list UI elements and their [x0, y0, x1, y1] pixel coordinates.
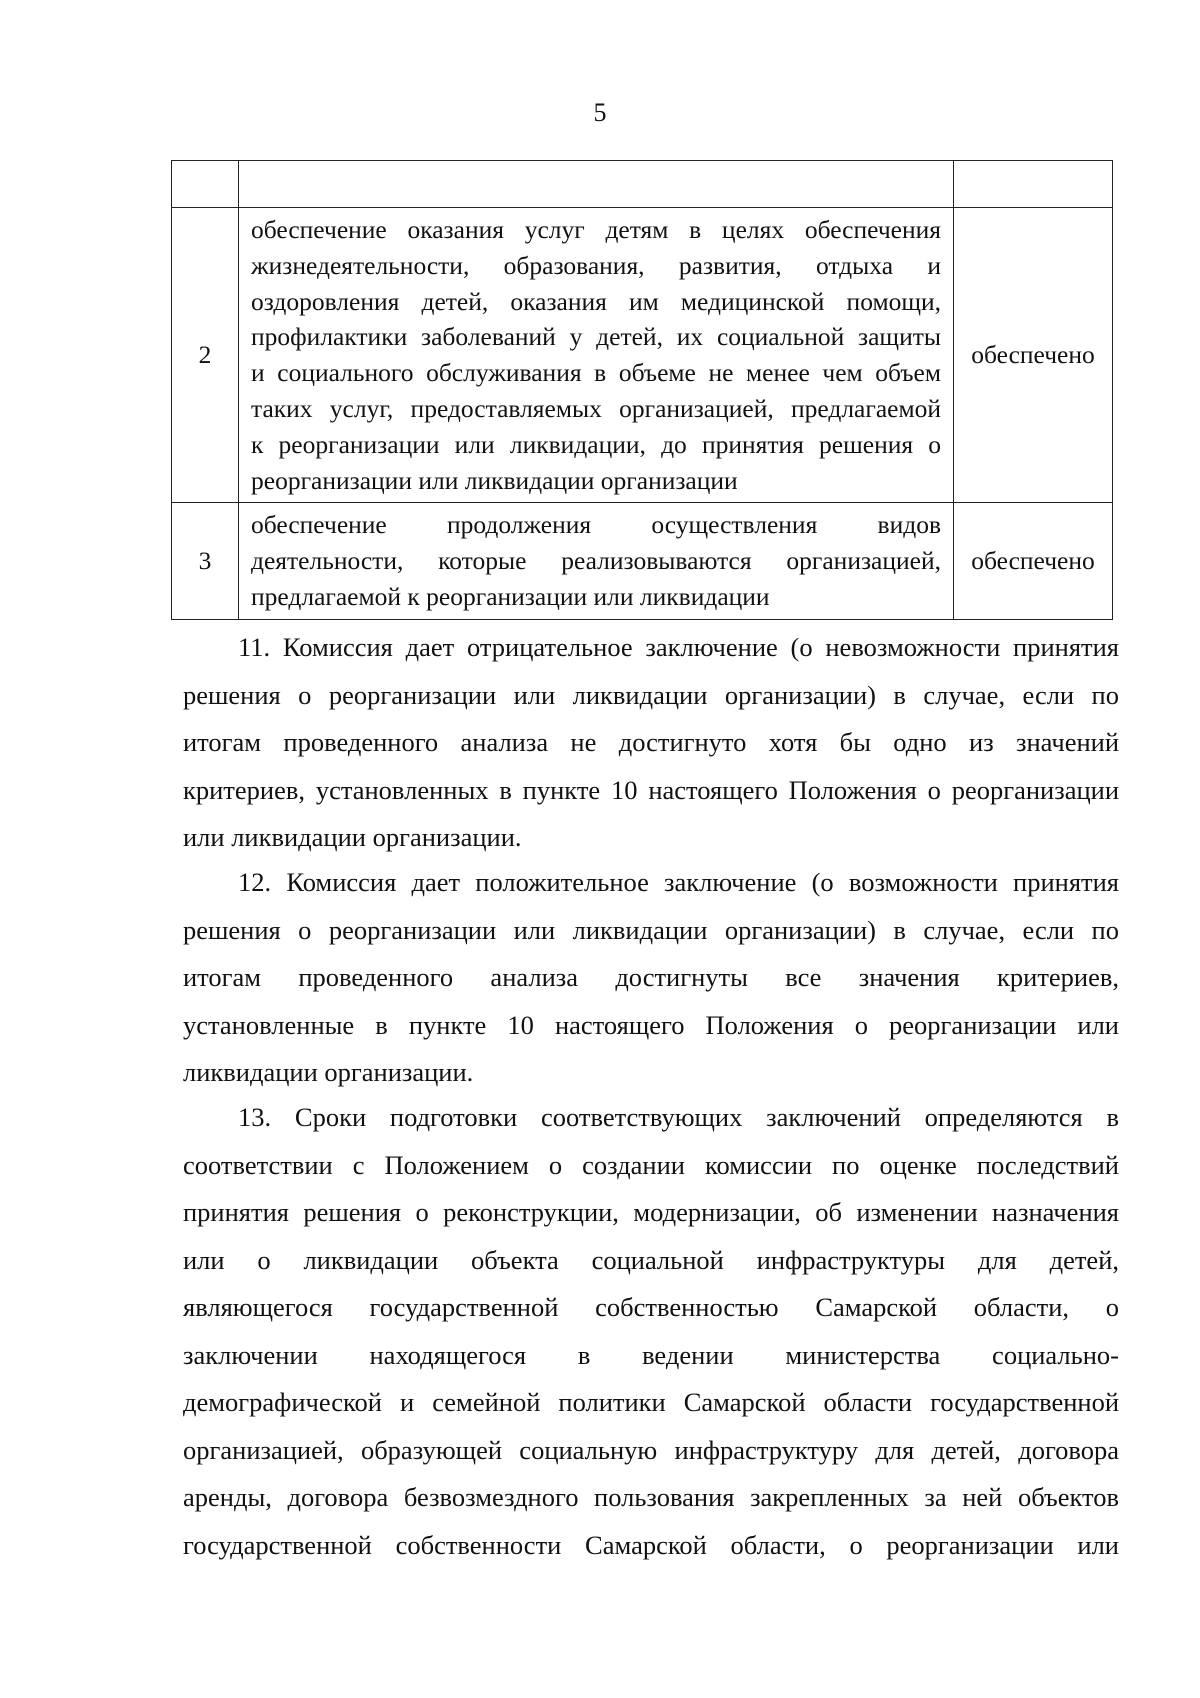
paragraph-line: решения о реорганизации или ликвидации организации) в случае, если по [183, 679, 1119, 710]
criteria-table [171, 160, 1113, 620]
paragraph-line: итогам проведенного анализа достигнуты все значения критериев, [183, 962, 1119, 992]
page-number: 5 [593, 98, 607, 127]
paragraph-line: критериев, установленных в пункте 10 настоящего Положения о реорганизации [183, 774, 1119, 805]
paragraph-line: организацией, образующей социальную инфраструктуру для детей, договора [183, 1434, 1119, 1465]
criterion-line: профилактики заболеваний у детей, их социальной защиты [251, 322, 941, 352]
paragraph-line: являющегося государственной собственностью Самарской области, о [183, 1292, 1119, 1322]
paragraph-line: 11. Комиссия дает отрицательное заключение (о невозможности принятия [238, 632, 1119, 662]
row-number: 3 [172, 503, 239, 619]
criterion-line: и социального обслуживания в объеме не менее чем объем [251, 358, 941, 388]
paragraph-line: итогам проведенного анализа не достигнуто хотя бы одно из значений [183, 727, 1119, 757]
criterion-line: к реорганизации или ликвидации, до принятия решения о [251, 429, 941, 459]
paragraph-line: соответствии с Положением о создании комиссии по оценке последствий [183, 1149, 1119, 1180]
paragraph-line: ликвидации организации. [183, 1057, 474, 1087]
paragraph-line: или о ликвидации объекта социальной инфраструктуры для детей, [183, 1244, 1119, 1275]
criterion-line: оздоровления детей, оказания им медицинской помощи, [251, 286, 941, 316]
paragraph-line: установленные в пункте 10 настоящего Положения о реорганизации или [183, 1009, 1119, 1040]
result-cell: обеспечено [954, 503, 1113, 619]
paragraph-12 [183, 859, 1119, 1097]
paragraph-line: принятия решения о реконструкции, модернизации, об изменении назначения [183, 1197, 1119, 1227]
criterion-line: предлагаемой к реорганизации или ликвидации [251, 581, 770, 611]
criterion-line: обеспечение продолжения осуществления видов [251, 510, 941, 540]
paragraph-line: 13. Сроки подготовки соответствующих заключений определяются в [238, 1102, 1119, 1132]
header-cell-criterion [239, 161, 954, 208]
header-cell-result [954, 161, 1113, 208]
table-row [172, 503, 1113, 619]
criterion-line: жизнедеятельности, образования, развития, отдыха и [251, 250, 941, 280]
criterion-line: деятельности, которые реализовываются организацией, [251, 546, 941, 576]
row-number: 2 [172, 208, 239, 503]
paragraph-line: решения о реорганизации или ликвидации организации) в случае, если по [183, 914, 1119, 945]
criterion-cell [239, 208, 954, 503]
paragraph-13 [183, 1094, 1119, 1569]
table-row [172, 208, 1113, 503]
paragraph-line: или ликвидации организации. [183, 822, 522, 852]
criterion-cell [239, 503, 954, 619]
paragraph-line: аренды, договора безвозмездного пользования закрепленных за ней объектов [183, 1482, 1119, 1512]
paragraph-line: государственной собственности Самарской области, о реорганизации или [183, 1529, 1119, 1560]
criterion-line: обеспечение оказания услуг детям в целях обеспечения [251, 215, 941, 244]
paragraph-11 [183, 624, 1119, 862]
paragraph-line: демографической и семейной политики Самарской области государственной [183, 1387, 1119, 1417]
table-header-row [172, 161, 1113, 208]
criterion-line: таких услуг, предоставляемых организацией, предлагаемой [251, 393, 941, 423]
paragraph-line: 12. Комиссия дает положительное заключение (о возможности принятия [238, 867, 1119, 897]
criterion-line: реорганизации или ликвидации организации [251, 465, 738, 495]
header-cell-num [172, 161, 239, 208]
paragraph-line: заключении находящегося в ведении министерства социально- [183, 1339, 1119, 1370]
result-cell: обеспечено [954, 208, 1113, 503]
